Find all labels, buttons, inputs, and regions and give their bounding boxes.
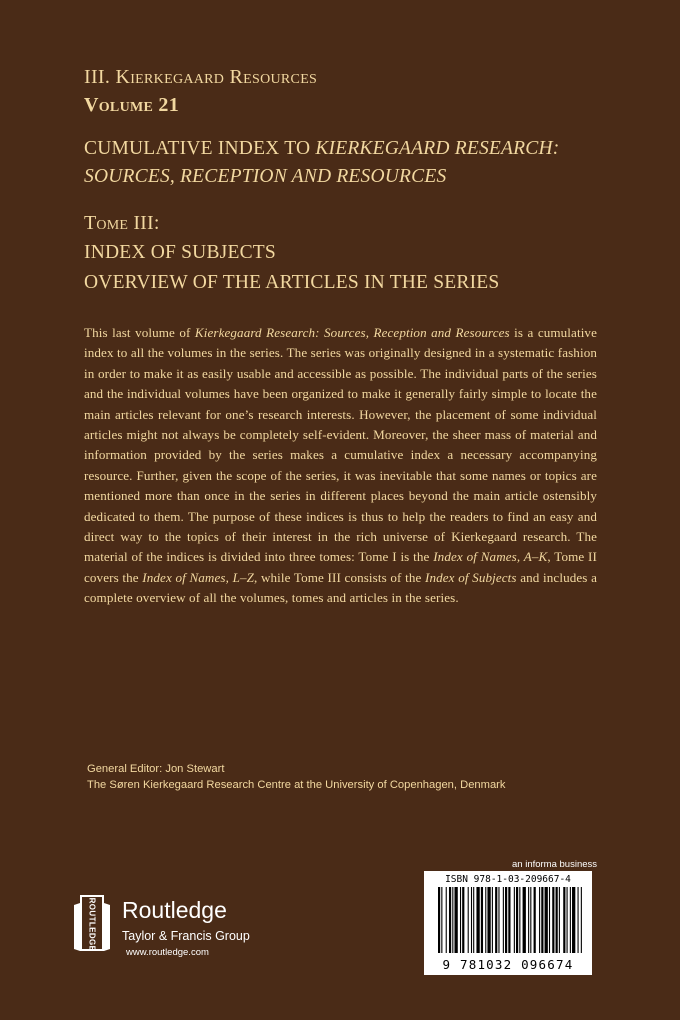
index-title-prefix: CUMULATIVE INDEX TO xyxy=(84,138,316,159)
general-editor: General Editor: Jon Stewart xyxy=(87,763,225,775)
publisher-group: Taylor & Francis Group xyxy=(122,929,250,943)
volume-label: Volume 21 xyxy=(84,94,180,116)
blurb-italic-1: Kierkegaard Research: Sources, Reception and Resources xyxy=(194,325,510,340)
logo-text xyxy=(83,897,101,951)
ean-digits: 9 781032 096674 xyxy=(442,957,574,972)
blurb-text-5: and includes a complete overview of all the volumes, tomes and articles in the series. xyxy=(84,569,597,606)
index-title-line-1 xyxy=(84,138,559,160)
tome-subtitle-1: INDEX OF SUBJECTS xyxy=(84,242,276,263)
blurb-italic-2: Index of Names, A–K xyxy=(433,549,548,565)
blurb-italic-4: Index of Subjects xyxy=(425,569,517,585)
tome-label: Tome III: xyxy=(84,212,160,234)
blurb-text-2: is a cumulative index to all the volumes in the series. The series was originally designed in a systematic fashion in order to make it as easily usable and accessible as possible. The individual parts of the series and the individual volumes have been organized to make it generally fairly simple to locate the main articles relevant for one’s research interests. However, the placement of some individual articles might not always be completely self-evident. Moreover, the sheer mass of material and information provided by the series makes a cumulative index a necessary accompanying resource. Further, given the scope of the series, it was inevitable that some names or topics are mentioned more than once in the series in different places beyond the main article ostensibly dedicated to them. The purpose of these indices is thus to help the readers to find an easy and direct way to the topics of their interest in the rich universe of Kierkegaard research. The material of the indices is divided into three tomes: Tome I is the xyxy=(84,325,597,565)
blurb-italic-3: Index of Names, L–Z xyxy=(142,569,254,585)
publisher-block xyxy=(72,893,312,963)
tome-subtitle-2: OVERVIEW OF THE ARTICLES IN THE SERIES xyxy=(84,272,500,293)
publisher-name: Routledge xyxy=(122,897,227,923)
index-title-italic: KIERKEGAARD RESEARCH: xyxy=(315,138,560,159)
series-title: III. Kierkegaard Resources xyxy=(84,66,318,88)
barcode xyxy=(424,871,592,975)
informa-tagline: an informa business xyxy=(512,859,598,870)
index-title-line-2: SOURCES, RECEPTION AND RESOURCES xyxy=(84,166,447,187)
blurb-text-1: This last volume of xyxy=(84,325,195,340)
description-paragraph xyxy=(84,323,597,609)
research-centre: The Søren Kierkegaard Research Centre at the University of Copenhagen, Denmark xyxy=(87,779,506,791)
barcode-bars xyxy=(438,887,583,953)
routledge-logo-icon xyxy=(72,893,112,953)
publisher-url: www.routledge.com xyxy=(126,947,209,958)
blurb-text-4: , while Tome III consists of the xyxy=(253,569,426,585)
logo-wordmark: ROUTLEDGE xyxy=(87,897,97,951)
blurb-text-3: , Tome II covers the xyxy=(84,549,597,585)
isbn-label: ISBN 978-1-03-209667-4 xyxy=(445,874,571,885)
